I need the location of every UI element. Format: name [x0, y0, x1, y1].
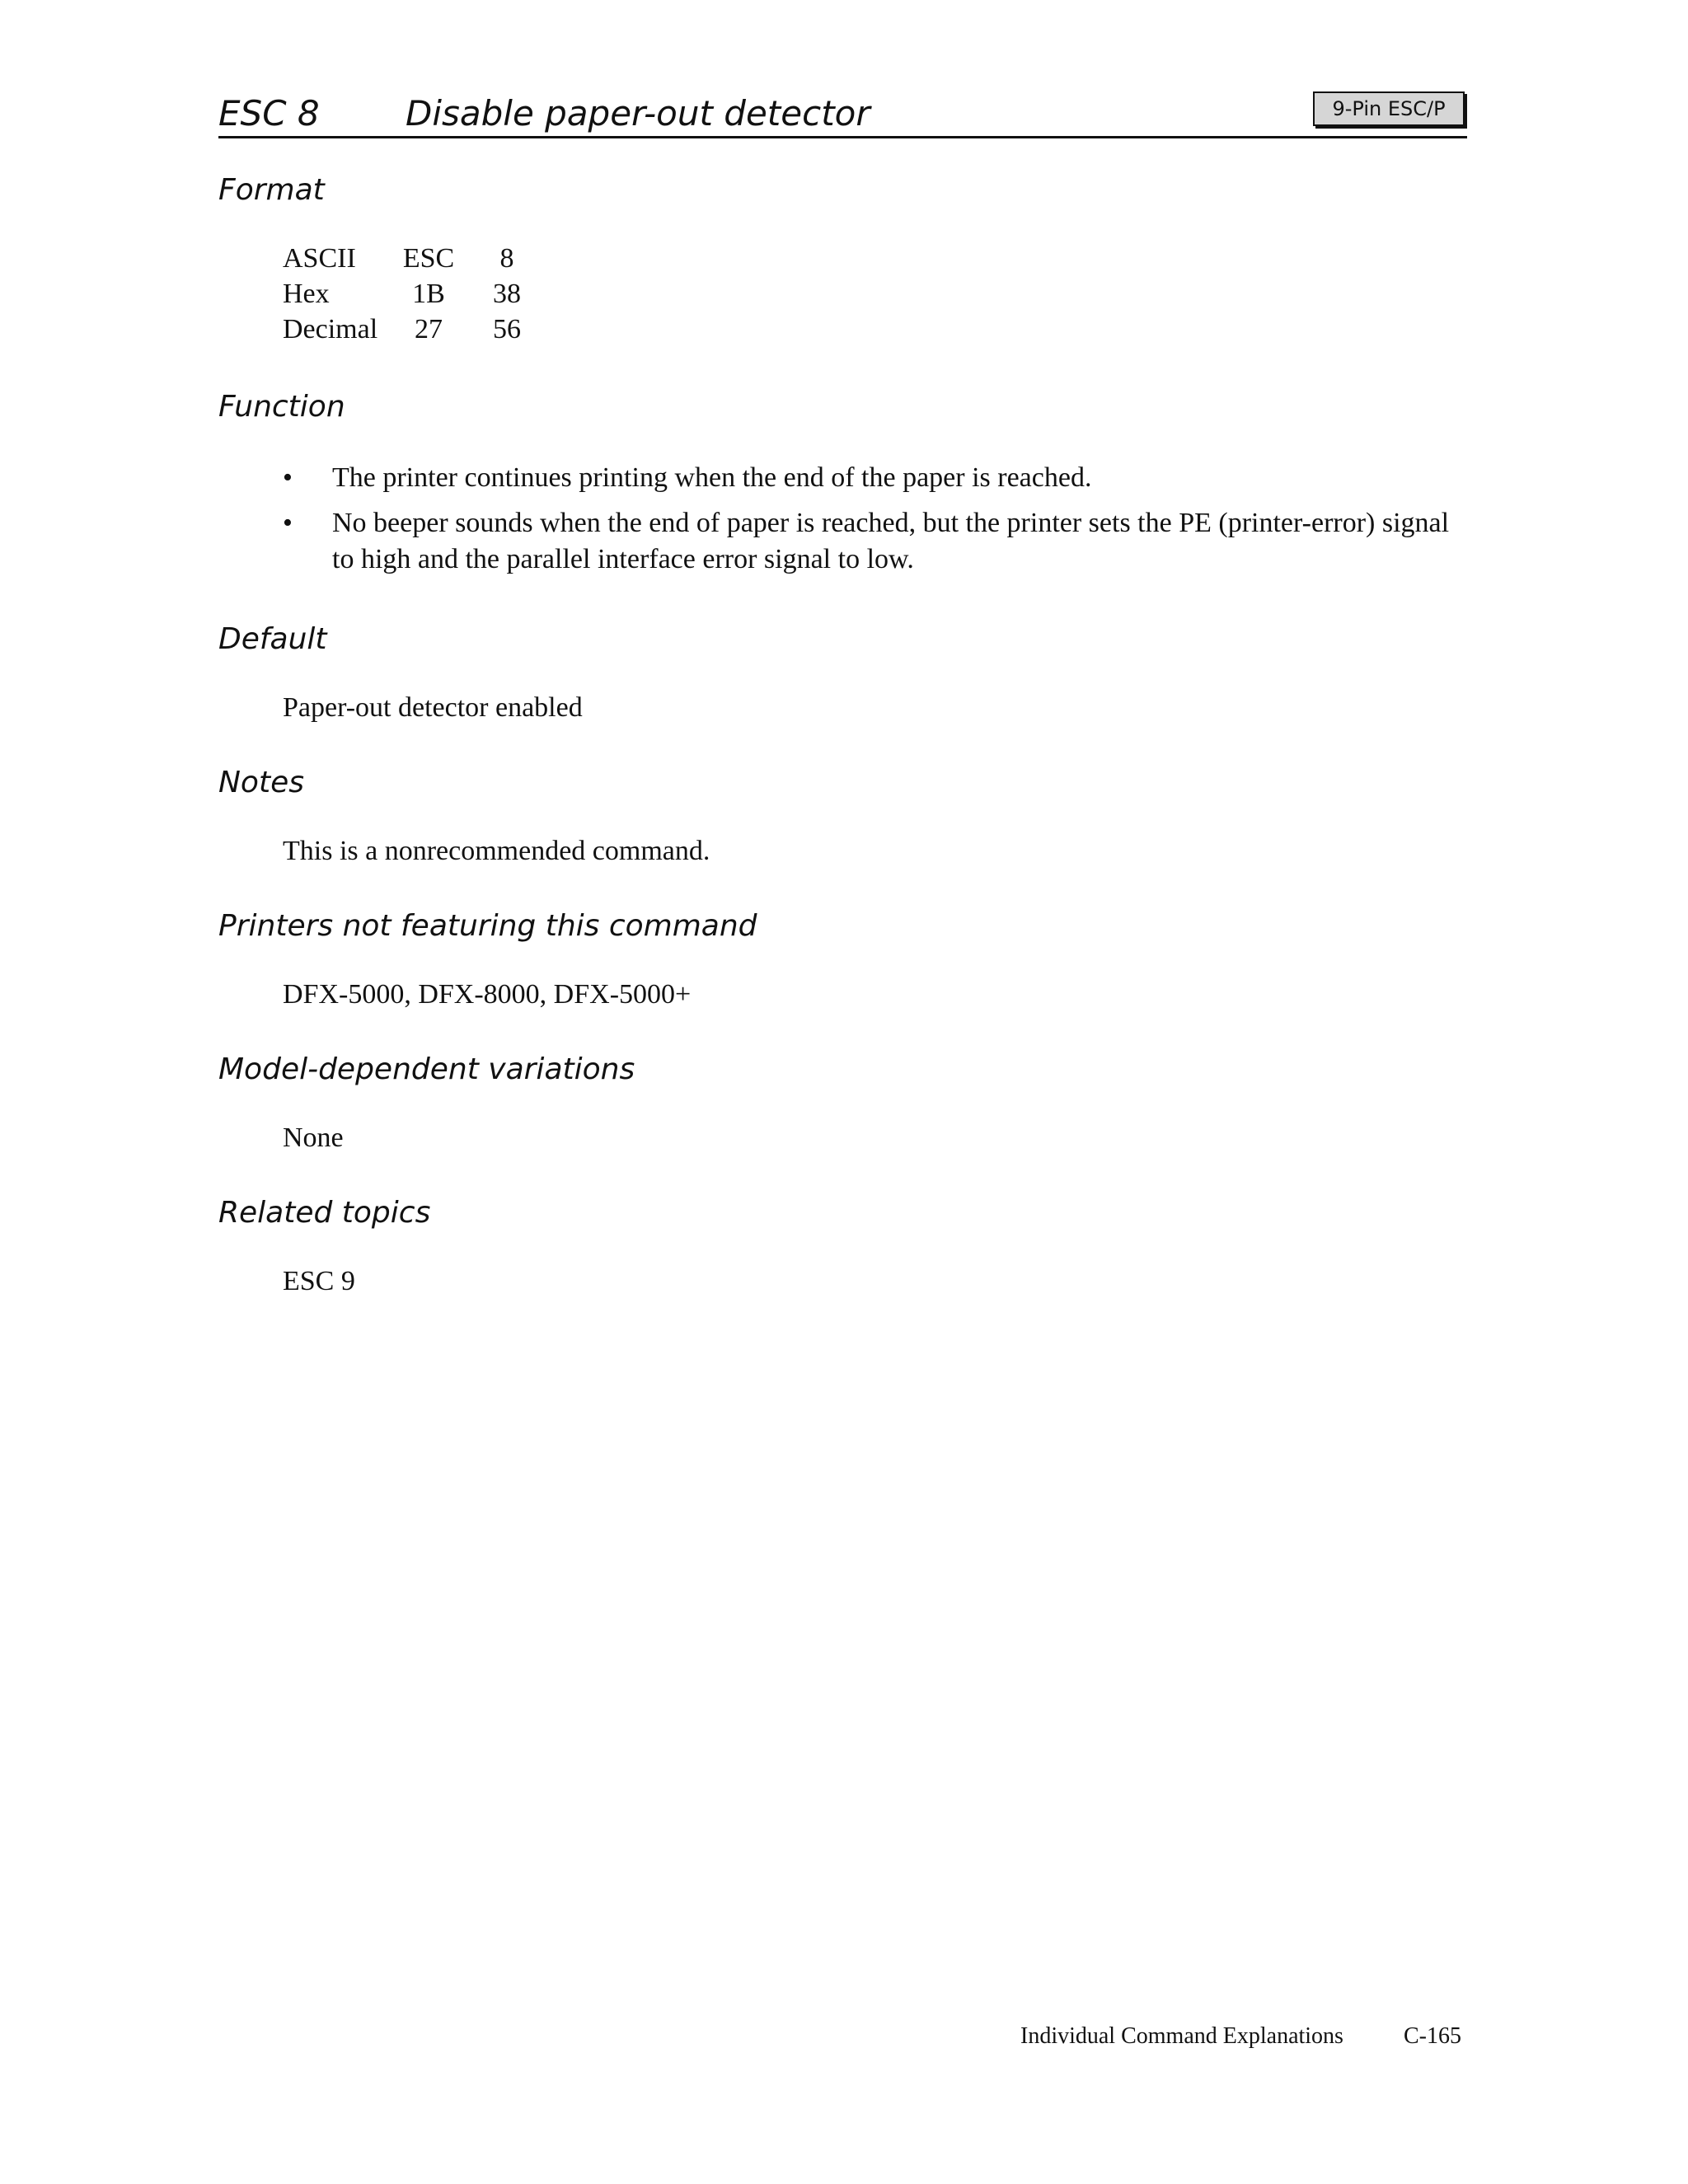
bullet-icon: • — [283, 462, 293, 493]
command-name: ESC 8 — [218, 93, 320, 134]
format-value: ESC — [402, 243, 455, 274]
page-number: C-165 — [1404, 2023, 1461, 2049]
default-heading: Default — [218, 622, 327, 656]
format-heading: Format — [218, 173, 325, 207]
related-text: ESC 9 — [283, 1266, 355, 1296]
page-title: Disable paper-out detector — [406, 93, 870, 134]
page-header — [218, 87, 1467, 138]
printers-text: DFX-5000, DFX-8000, DFX-5000+ — [283, 979, 692, 1010]
model-variations-heading: Model-dependent variations — [218, 1052, 635, 1086]
format-value: 38 — [493, 279, 521, 309]
printers-heading: Printers not featuring this command — [218, 909, 757, 943]
format-label: Hex — [283, 279, 330, 309]
function-list — [283, 460, 1470, 587]
format-value: 8 — [499, 243, 514, 274]
list-item-text: The printer continues printing when the end of the paper is reached. — [332, 462, 1092, 493]
notes-text: This is a nonrecommended command. — [283, 836, 710, 866]
format-value: 27 — [415, 314, 443, 344]
notes-heading: Notes — [218, 766, 304, 799]
model-variations-text: None — [283, 1122, 344, 1153]
list-item — [283, 460, 1470, 496]
format-value: 56 — [493, 314, 521, 344]
list-item-text: No beeper sounds when the end of paper is reached, but the printer sets the PE (printer-error) signal to high and the parallel interface error signal to low. — [332, 508, 1450, 574]
list-item — [283, 505, 1470, 578]
protocol-badge: 9-Pin ESC/P — [1313, 91, 1465, 126]
format-value: 1B — [412, 279, 445, 309]
bullet-icon: • — [283, 508, 293, 538]
function-heading: Function — [218, 390, 345, 424]
default-text: Paper-out detector enabled — [283, 692, 583, 723]
related-heading: Related topics — [218, 1196, 431, 1230]
format-label: ASCII — [283, 243, 356, 274]
footer-section: Individual Command Explanations — [1020, 2023, 1343, 2049]
format-label: Decimal — [283, 314, 378, 344]
